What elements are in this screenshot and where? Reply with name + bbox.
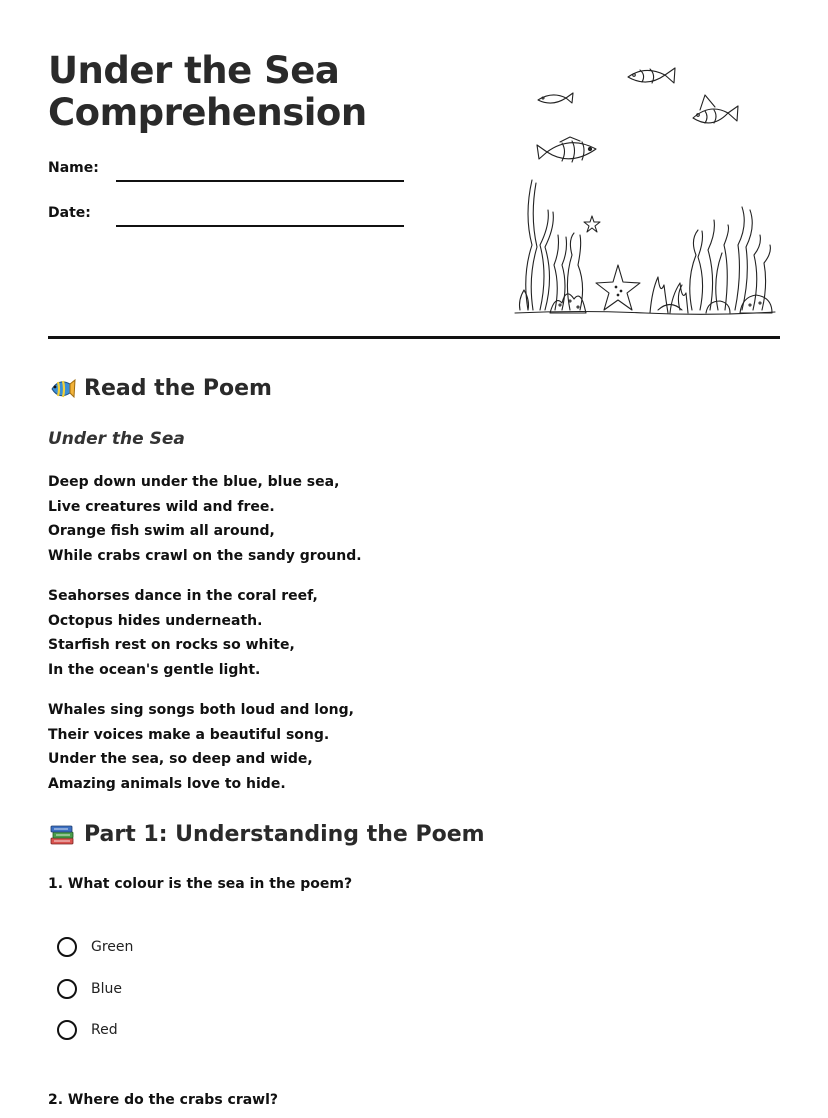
date-label: Date:: [48, 205, 91, 221]
poem-line: Orange fish swim all around,: [48, 523, 275, 539]
title-line-2: Comprehension: [48, 91, 367, 134]
poem-stanza-3: [48, 698, 354, 796]
page-title: [48, 50, 367, 134]
coral-middle-icon: [650, 277, 688, 313]
poem-stanza-1: [48, 470, 362, 568]
poem-line: Seahorses dance in the coral reef,: [48, 588, 318, 604]
radio-button[interactable]: [57, 979, 77, 999]
question-2: 2. Where do the crabs crawl?: [48, 1092, 279, 1108]
option-green[interactable]: [57, 937, 133, 957]
option-label: Green: [91, 939, 134, 955]
poem-line: Under the sea, so deep and wide,: [48, 751, 313, 767]
poem-line: Whales sing songs both loud and long,: [48, 702, 354, 718]
fish-icon: [628, 68, 675, 83]
poem-title: Under the Sea: [48, 429, 185, 449]
small-starfish-icon: [584, 216, 600, 232]
poem-line: Live creatures wild and free.: [48, 498, 275, 515]
part1-heading: [48, 821, 485, 847]
poem-line: While crabs crawl on the sandy ground.: [48, 547, 362, 564]
books-icon: [48, 821, 76, 847]
radio-button[interactable]: [57, 1020, 77, 1040]
poem-line: In the ocean's gentle light.: [48, 661, 261, 678]
striped-fish-icon: [537, 137, 596, 162]
poem-line: Octopus hides underneath.: [48, 612, 263, 629]
poem-stanza-2: [48, 584, 318, 682]
question-1: 1. What colour is the sea in the poem?: [48, 876, 353, 892]
poem-line: Their voices make a beautiful song.: [48, 726, 330, 743]
date-field[interactable]: [116, 225, 404, 227]
poem-line: Starfish rest on rocks so white,: [48, 637, 295, 653]
option-label: Red: [91, 1022, 118, 1038]
name-label: Name:: [48, 160, 99, 176]
radio-button[interactable]: [57, 937, 77, 957]
part1-heading-text: Part 1: Understanding the Poem: [84, 821, 485, 847]
tropical-fish-icon: [48, 375, 76, 401]
option-red[interactable]: [57, 1020, 118, 1040]
seaweed-left-icon: [520, 180, 583, 310]
starfish-icon: [596, 265, 640, 310]
name-field[interactable]: [116, 180, 404, 182]
header-divider: [48, 336, 780, 339]
poem-line: Amazing animals love to hide.: [48, 775, 286, 792]
read-poem-heading-text: Read the Poem: [84, 375, 272, 401]
poem-line: Deep down under the blue, blue sea,: [48, 474, 340, 490]
option-label: Blue: [91, 981, 122, 997]
option-blue[interactable]: [57, 979, 122, 999]
small-fish-icon: [538, 93, 573, 103]
title-line-1: Under the Sea: [48, 49, 340, 92]
under-the-sea-illustration: [510, 55, 780, 320]
read-poem-heading: [48, 375, 272, 401]
clownfish-icon: [693, 95, 738, 123]
